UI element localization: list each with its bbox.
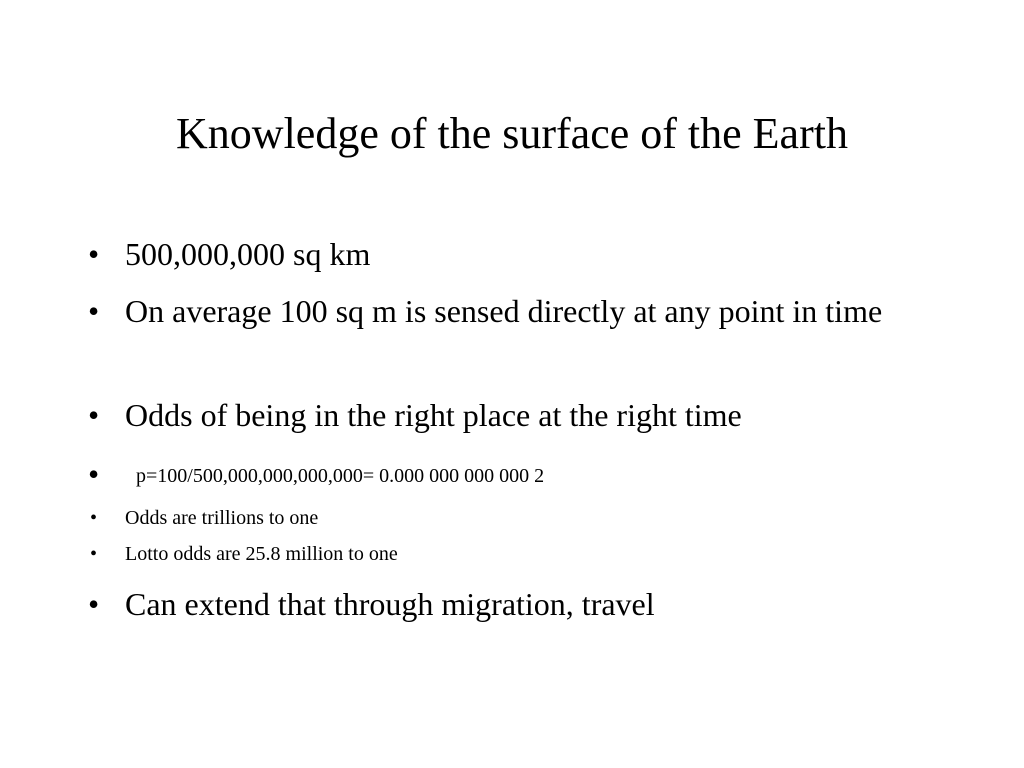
bullet-text: On average 100 sq m is sensed directly at any point in time xyxy=(125,293,883,329)
bullet-marker: • xyxy=(88,236,100,272)
bullet-text: Odds are trillions to one xyxy=(125,507,319,529)
bullet-marker: • xyxy=(90,543,98,565)
bullet-text: 500,000,000 sq km xyxy=(125,236,371,272)
bullet-text: Odds of being in the right place at the right time xyxy=(125,397,742,433)
bullet-marker: • xyxy=(88,456,100,492)
bullet-marker: • xyxy=(88,586,100,622)
bullet-marker: • xyxy=(88,397,100,433)
bullet-text: p=100/500,000,000,000,000= 0.000 000 000 000 2 xyxy=(136,465,545,487)
slide-title: Knowledge of the surface of the Earth xyxy=(176,109,848,158)
bullet-text: Lotto odds are 25.8 million to one xyxy=(125,543,398,565)
bullet-marker: • xyxy=(88,293,100,329)
bullet-marker: • xyxy=(90,507,98,529)
bullet-text: Can extend that through migration, travel xyxy=(125,586,655,622)
